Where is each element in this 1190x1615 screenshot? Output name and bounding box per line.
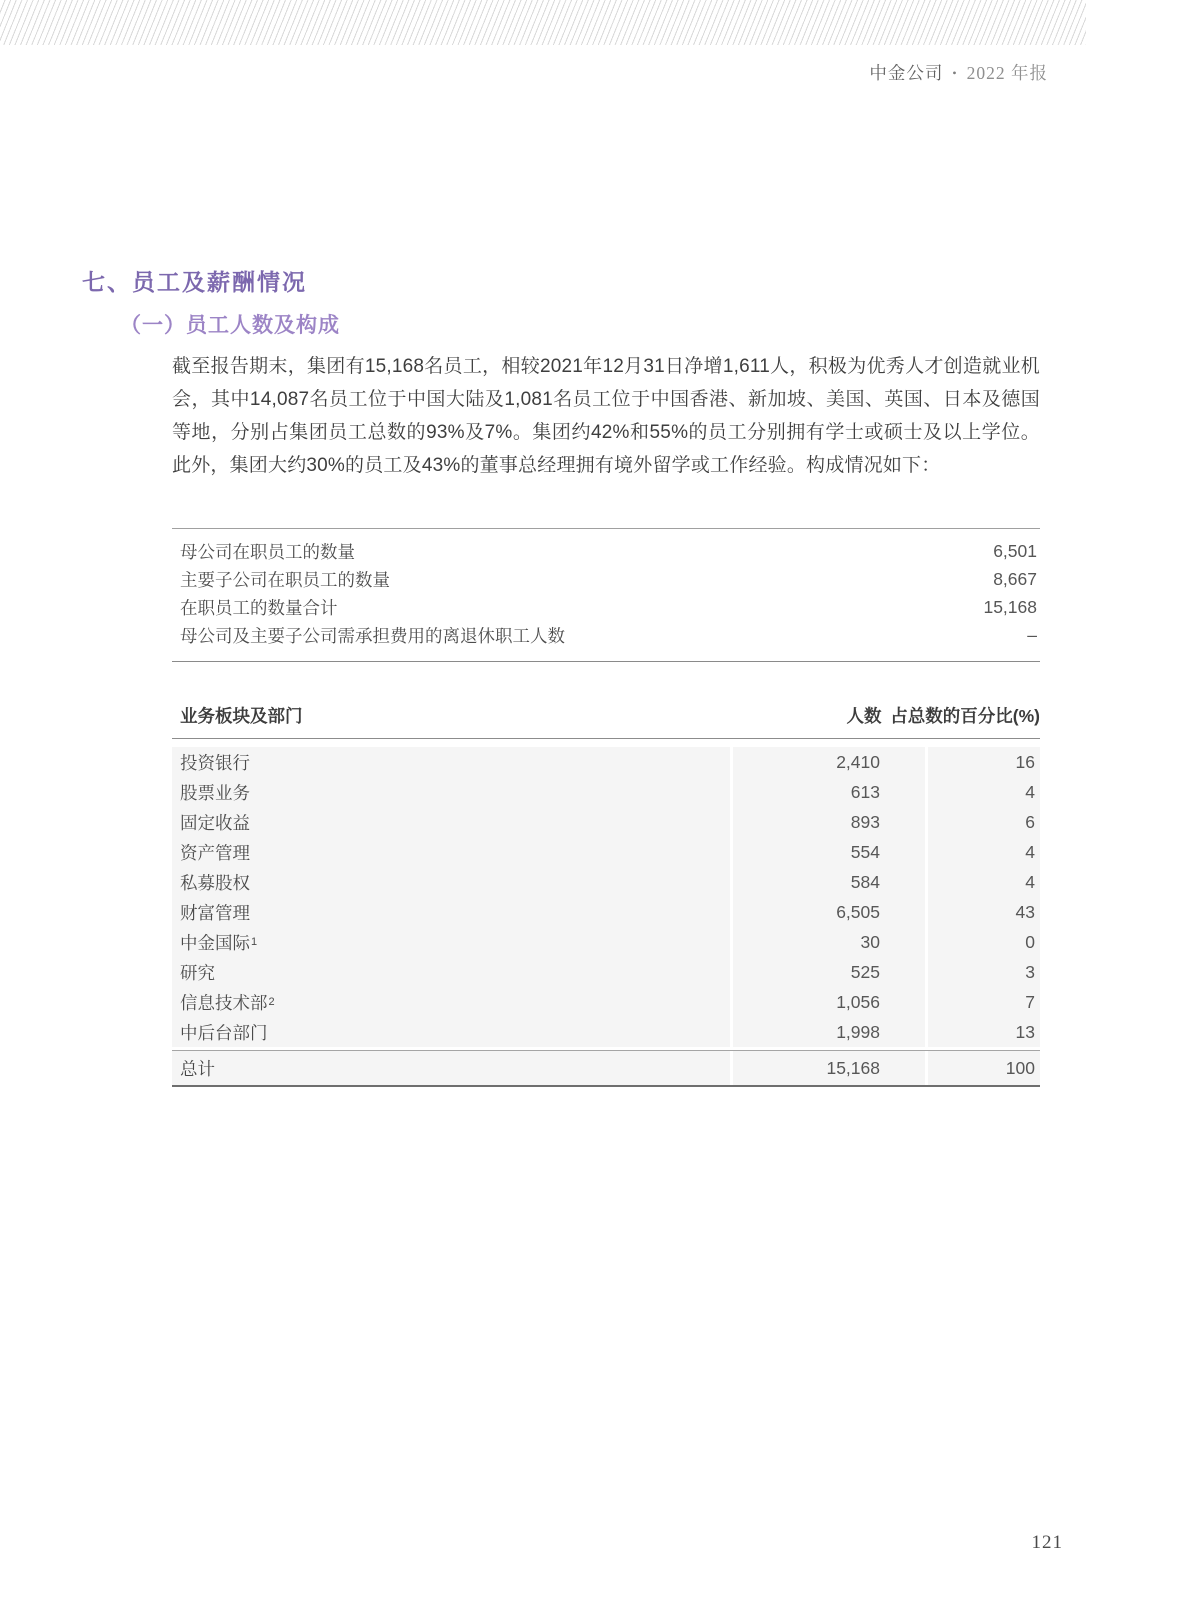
department-name: 总计 xyxy=(172,1051,730,1085)
department-name: 财富管理 xyxy=(172,897,730,927)
department-name: 投资银行 xyxy=(172,747,730,777)
headcount-label: 在职员工的数量合计 xyxy=(180,597,338,618)
section-title: 七、员工及薪酬情况 xyxy=(82,269,307,295)
headcount-value: 8,667 xyxy=(993,568,1037,589)
header-percentage: 占总数的百分比(%) xyxy=(890,706,1041,726)
department-row xyxy=(172,867,1040,897)
department-headcount: 30 xyxy=(730,927,925,957)
department-headcount: 613 xyxy=(730,777,925,807)
header-department: 业务板块及部门 xyxy=(180,706,303,726)
department-percentage: 13 xyxy=(925,1017,1040,1047)
department-row xyxy=(172,1017,1040,1047)
footnote-marker: 1 xyxy=(251,936,258,948)
department-headcount: 15,168 xyxy=(730,1051,925,1085)
hatch-pattern-band xyxy=(0,0,1086,45)
department-table-total xyxy=(172,1050,1040,1087)
department-percentage: 0 xyxy=(925,927,1040,957)
headcount-row xyxy=(172,621,1040,649)
department-row xyxy=(172,987,1040,1017)
company-name: 中金公司 xyxy=(869,63,944,83)
department-row xyxy=(172,807,1040,837)
department-headcount: 6,505 xyxy=(730,897,925,927)
headcount-row xyxy=(172,593,1040,621)
department-percentage: 100 xyxy=(925,1051,1040,1085)
department-name: 资产管理 xyxy=(172,837,730,867)
section-subtitle: （一）员工人数及构成 xyxy=(120,314,340,337)
department-name: 信息技术部 2 xyxy=(172,987,730,1017)
department-headcount: 1,056 xyxy=(730,987,925,1017)
department-headcount: 584 xyxy=(730,867,925,897)
department-row xyxy=(172,927,1040,957)
department-percentage: 4 xyxy=(925,837,1040,867)
department-row xyxy=(172,897,1040,927)
page-number: 121 xyxy=(1031,1532,1063,1553)
department-percentage: 16 xyxy=(925,747,1040,777)
headcount-value: 6,501 xyxy=(993,540,1037,561)
department-percentage: 7 xyxy=(925,987,1040,1017)
department-table xyxy=(172,683,1040,1087)
department-percentage: 4 xyxy=(925,867,1040,897)
headcount-summary-table xyxy=(172,528,1040,662)
department-name: 研究 xyxy=(172,957,730,987)
department-name: 中金国际 1 xyxy=(172,927,730,957)
headcount-label: 母公司在职员工的数量 xyxy=(180,541,355,562)
department-headcount: 893 xyxy=(730,807,925,837)
running-head xyxy=(869,60,1048,85)
department-row xyxy=(172,957,1040,987)
department-headcount: 2,410 xyxy=(730,747,925,777)
department-table-body xyxy=(172,738,1040,1050)
header-headcount: 人数 xyxy=(846,706,882,726)
department-row xyxy=(172,747,1040,777)
department-row xyxy=(172,777,1040,807)
intro-paragraph: 截至报告期末，集团有15,168名员工，相较2021年12月31日净增1,611人，积极为优秀人才创造就业机会，其中14,087名员工位于中国大陆及1,081名员工位于中国香港、新加坡、美国、英国、日本及德国等地，分别占集团员工总数的93%及7%。集团约42%和55%的员工分别拥有学士或硕士及以上学位。此外，集团大约30%的员工及43%的董事总经理拥有境外留学或工作经验。构成情况如下： xyxy=(172,356,1040,476)
headcount-value: – xyxy=(1027,624,1037,645)
department-name: 私募股权 xyxy=(172,867,730,897)
department-row xyxy=(172,837,1040,867)
department-name: 固定收益 xyxy=(172,807,730,837)
department-headcount: 525 xyxy=(730,957,925,987)
footnote-marker: 2 xyxy=(268,996,275,1008)
bullet-separator: • xyxy=(952,66,958,80)
department-percentage: 3 xyxy=(925,957,1040,987)
department-headcount: 1,998 xyxy=(730,1017,925,1047)
department-name: 中后台部门 xyxy=(172,1017,730,1047)
department-name: 股票业务 xyxy=(172,777,730,807)
headcount-row xyxy=(172,565,1040,593)
department-table-header xyxy=(172,683,1040,738)
headcount-label: 主要子公司在职员工的数量 xyxy=(180,569,390,590)
department-headcount: 554 xyxy=(730,837,925,867)
report-edition: 2022 年报 xyxy=(966,63,1048,83)
department-percentage: 43 xyxy=(925,897,1040,927)
department-percentage: 6 xyxy=(925,807,1040,837)
department-percentage: 4 xyxy=(925,777,1040,807)
headcount-row xyxy=(172,537,1040,565)
headcount-value: 15,168 xyxy=(983,596,1037,617)
department-row-total xyxy=(172,1051,1040,1085)
headcount-label: 母公司及主要子公司需承担费用的离退休职工人数 xyxy=(180,625,565,646)
